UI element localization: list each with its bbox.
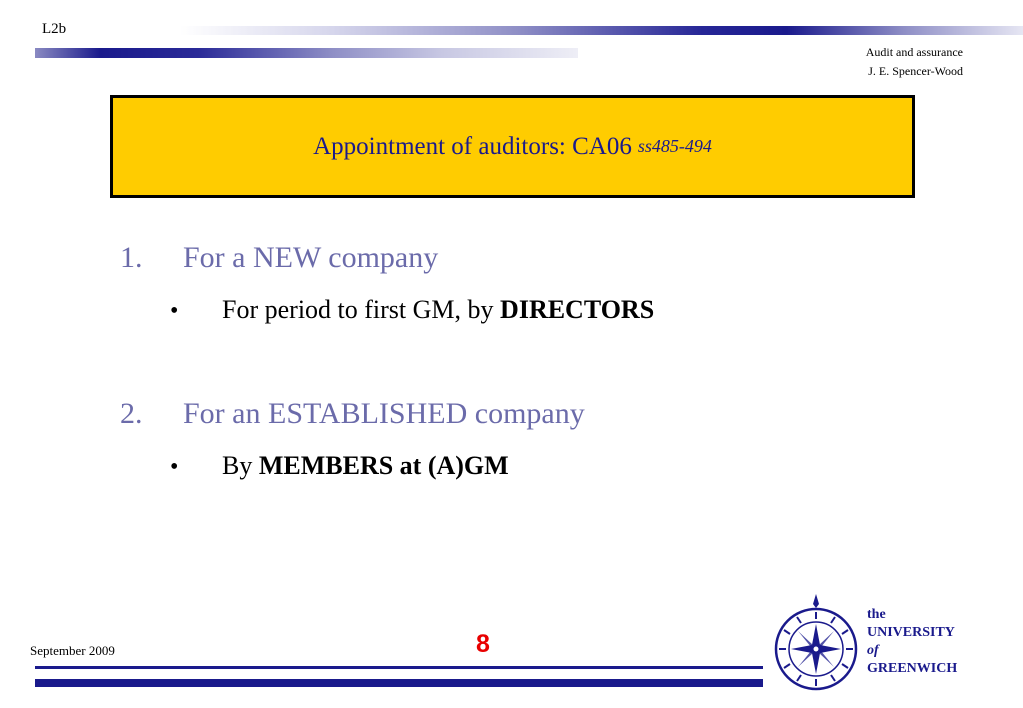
author-name: J. E. Spencer-Wood <box>868 64 963 78</box>
list-item-number: 1. <box>120 241 143 274</box>
compass-rose-seal-icon <box>773 592 859 692</box>
bullet-point: • <box>170 298 179 324</box>
detail-emphasis: MEMBERS at (A)GM <box>258 451 509 480</box>
list-item-heading: For a NEW company <box>183 241 439 274</box>
university-name-line: UNIVERSITY <box>867 625 955 640</box>
university-name-line: the <box>867 607 886 622</box>
footer-date: September 2009 <box>30 643 115 658</box>
bullet-point: • <box>170 454 179 480</box>
detail-text: By <box>222 451 253 480</box>
header-decoration-bar <box>180 26 1023 35</box>
detail-text: For period to first GM, by <box>222 295 494 324</box>
slide-title-box <box>110 95 915 198</box>
header-decoration-bar-lower <box>35 48 578 58</box>
detail-emphasis: DIRECTORS <box>500 295 655 324</box>
slide-title: Appointment of auditors: CA06 <box>313 132 632 160</box>
university-name-line: of <box>867 643 879 658</box>
list-item-detail <box>222 295 654 325</box>
university-name-line: GREENWICH <box>867 661 958 676</box>
page-number: 8 <box>476 630 490 658</box>
lecture-code: L2b <box>42 21 67 37</box>
footer-rule-thick <box>35 679 763 687</box>
course-title: Audit and assurance <box>865 45 963 59</box>
list-item-detail <box>222 451 509 481</box>
list-item-number: 2. <box>120 397 143 430</box>
list-item-heading: For an ESTABLISHED company <box>183 397 585 430</box>
footer-rule <box>35 666 763 669</box>
university-wordmark <box>867 606 957 678</box>
slide-title-section-ref: ss485-494 <box>637 136 712 156</box>
